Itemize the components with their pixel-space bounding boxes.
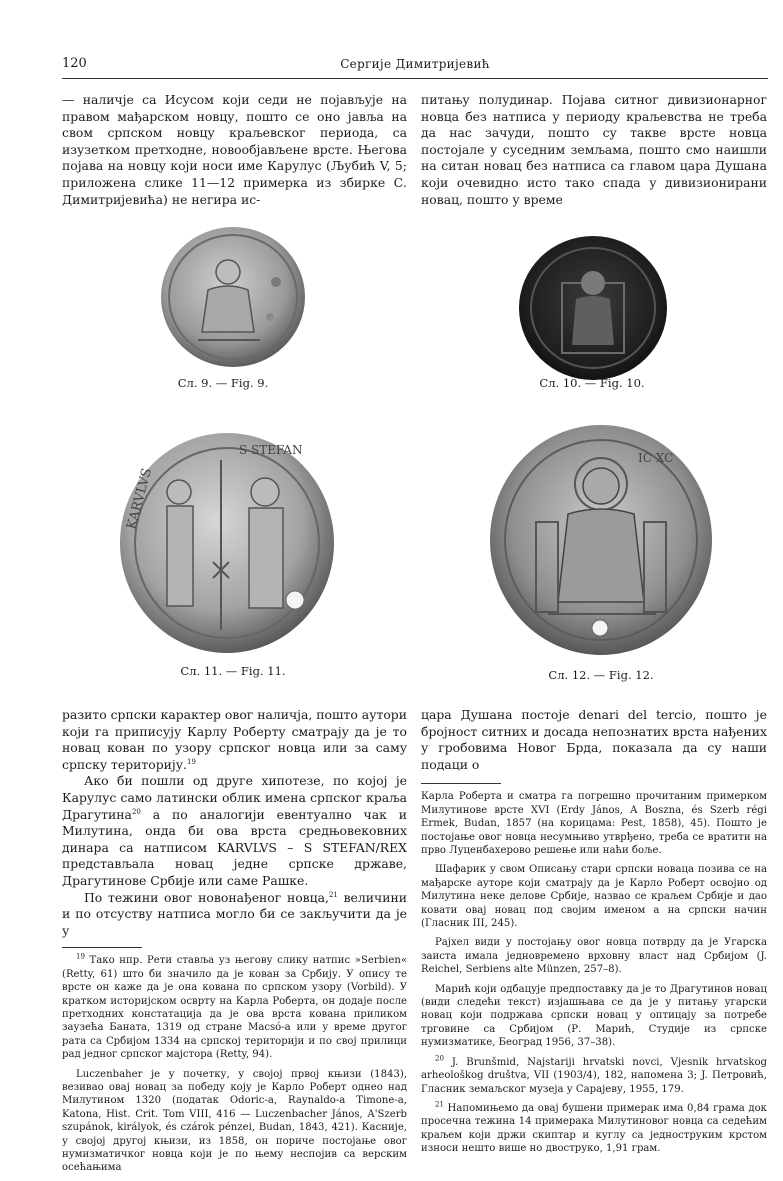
bottom-right-column: [421, 707, 767, 1162]
footnote-19-text: Тако нпр. Рети ставља уз његову слику натпис »Serbien« (Retty, 61) што би значило да је кован за Србију. У опису те врсте он каже да је она кована по српском узору (Vorbild). У кратком историјском осврту на Карла Роберта, он додаје после претходних констатација да је ова врста кована приликом заузећа Баната, 1319 од стране Macsó-а или у време другог рата са Србијом 1334 на српској територији и по свој прилици рад једног српског мајстора (Retty, 94).: [62, 955, 407, 1061]
footnote-rule-right: [421, 783, 501, 784]
footnote-19-number: 19: [76, 952, 85, 961]
footnote-19-safarik: Шафарик у свом Описању стари српски новаца позива се на мађарске ауторе који сматрају да је Карло Роберт освојио од Милутина неке делове Србије, назвао се краљем Србије и дао ковати овај новац под својим именом а на српски начин (Гласник III, 245).: [421, 864, 767, 930]
body-paragraph-3a: По тежини овог новонађеног новца,: [84, 889, 329, 905]
footnote-19-reichel: Рајхел види у постојању овог новца потврду да је Угарска заиста имала једновремено врховну власт над Србијом (J. Reichel, Serbiens alte Münzen, 257–8).: [421, 937, 767, 976]
coin-image-fig10: [518, 233, 668, 383]
footnote-21-number: 21: [435, 1100, 444, 1109]
body-paragraph-2: [62, 773, 407, 889]
footnote-ref-20: 20: [131, 807, 141, 816]
footnote-20-text: J. Brunšmid, Najstariji hrvatski novci, Vjesnik hrvatskog arheološkog društva, VII (1903/4), 182, напомена 3; J. Петровић, Гласник земаљског музеја у Сарајеву, 1955, 179.: [421, 1056, 767, 1095]
footnote-19: [62, 954, 407, 1061]
footnote-rule: [62, 947, 142, 948]
body-paragraph-1: [62, 707, 407, 773]
footnote-19-maric: Марић који одбацује предпоставку да је то Драгутинов новац (види следећи текст) изјашњава се да је у питању угарски новац који подржава српски новац у оптицају за потребе трговине са Србијом (Р. Марић, Студије из српске нумизматике, Београд 1956, 37–38).: [421, 983, 767, 1049]
page-number: 120: [62, 56, 87, 71]
footnote-20-number: 20: [435, 1054, 444, 1063]
footnote-ref-21: 21: [328, 890, 338, 899]
footnote-21-text: Напомињемо да овај бушени примерак има 0,84 грама док просечна тежина 14 примерака Милутиновог новца са седећим краљем који држи скиптар и куглу са једноструким крстом износи нешто више но двоструко, 1,91 грам.: [421, 1102, 767, 1155]
body-paragraph-3: [62, 890, 407, 940]
caption-fig11: Сл. 11. — Fig. 11.: [180, 664, 286, 678]
caption-fig12: Сл. 12. — Fig. 12.: [548, 668, 654, 682]
running-title: Сергије Димитријевић: [340, 57, 490, 71]
top-right-column: [421, 92, 767, 208]
body-paragraph-1-text: разито српски карактер овог наличја, пошто аутори који га приписују Карлу Роберту сматрају да је то новац кован по узору српског новца или за саму српску територију.: [62, 707, 407, 772]
body-paragraph-2b: а по аналогији евентуално чак и Милутина, онда би ова врста средњовековних динара са натписом KARVLVS – S STEFAN/REX представљала новац једне српске државе, Драгутинове Србије или саме Рашке.: [62, 806, 407, 888]
coin-image-fig9: [158, 222, 308, 372]
caption-fig9: Сл. 9. — Fig. 9.: [177, 376, 269, 390]
footnote-19-continued: Luczenbaher је у почетку, у својој првој књизи (1843), везивао овај новац за победу коју је Карло Роберт однео над Милутином 1320 (податак Odoric-а, Raynaldo-а Timone-а, Katona, Hist. Crit. Tom VIII, 416 — Luczenbacher János, A'Szerb szupánok, királyok, és czárok pénzei, Budan, 1843, 421). Касније, у својој другој књизи, из 1858, он пориче постојање овог нумизматичког новца који је по њему неспојив са верским осећањима: [62, 1068, 407, 1174]
figure-10: [518, 233, 668, 387]
figure-12: [488, 422, 714, 662]
caption-fig10: Сл. 10. — Fig. 10.: [539, 376, 645, 390]
body-paragraph-right: цара Душана постоје denari del tercio, пошто је бројност ситних и досада непознатих врста нађених у гробовима Новог Брда, показала да су наши подаци о: [421, 707, 767, 772]
page-header: [62, 56, 768, 79]
bottom-left-column: [62, 707, 407, 1181]
coin12-legend: IC XC: [638, 451, 674, 465]
coin-image-fig12: [488, 422, 714, 658]
top-left-column: [62, 92, 407, 208]
figure-11: [117, 430, 337, 660]
coin11-right-legend: S STEFAN: [239, 443, 303, 457]
figure-9: [158, 222, 308, 376]
top-right-paragraph: питању полудинар. Појава ситног дивизионарног новца без натписа у периоду краљевства не треба да нас зачуди, пошто су такве врсте новца постојале у суседним земљама, пошто смо наишли на ситан новац без натписа са главом цара Душана који очевидно исто тако спада у дивизионирани новац, пошто у време: [421, 92, 767, 207]
footnote-ref-19: 19: [187, 757, 196, 766]
footnote-20: [421, 1056, 767, 1096]
footnote-21: [421, 1102, 767, 1156]
body-paragraph-2a: Ако би пошли од друге хипотезе, по којој је Карулус само латински облик имена српског краља Драгутина: [62, 773, 407, 822]
coin-image-fig11: [117, 430, 337, 656]
top-left-paragraph: — наличје са Исусом који седи не појављује на правом мађарском новцу, пошто се оно јавља на свом српском новцу краљевског периода, са изузетком претходне, новообјављене врсте. Његова појава на новцу који носи име Карулус (Љубић V, 5; приложена слике 11—12 примерка из збирке С. Димитријевића) не негира ис-: [62, 92, 407, 207]
footnote-19-continuation: Карла Роберта и сматра га погрешно прочитаним примерком Милутинове врсте XVI (Erdy János, A Boszna, és Szerb régi Ermek, Budan, 1857 (на корицама: Pest, 1858), 45). Пошто је постојање овог новца несумњиво утврђено, треба се вратити на прво Луценбахерово решење или наћи боље.: [421, 791, 767, 856]
body-paragraph-3b: величини и по отсуству натписа могло би се закључити да је у: [62, 889, 407, 938]
coin11-left-legend: KARVLVS: [124, 466, 156, 532]
